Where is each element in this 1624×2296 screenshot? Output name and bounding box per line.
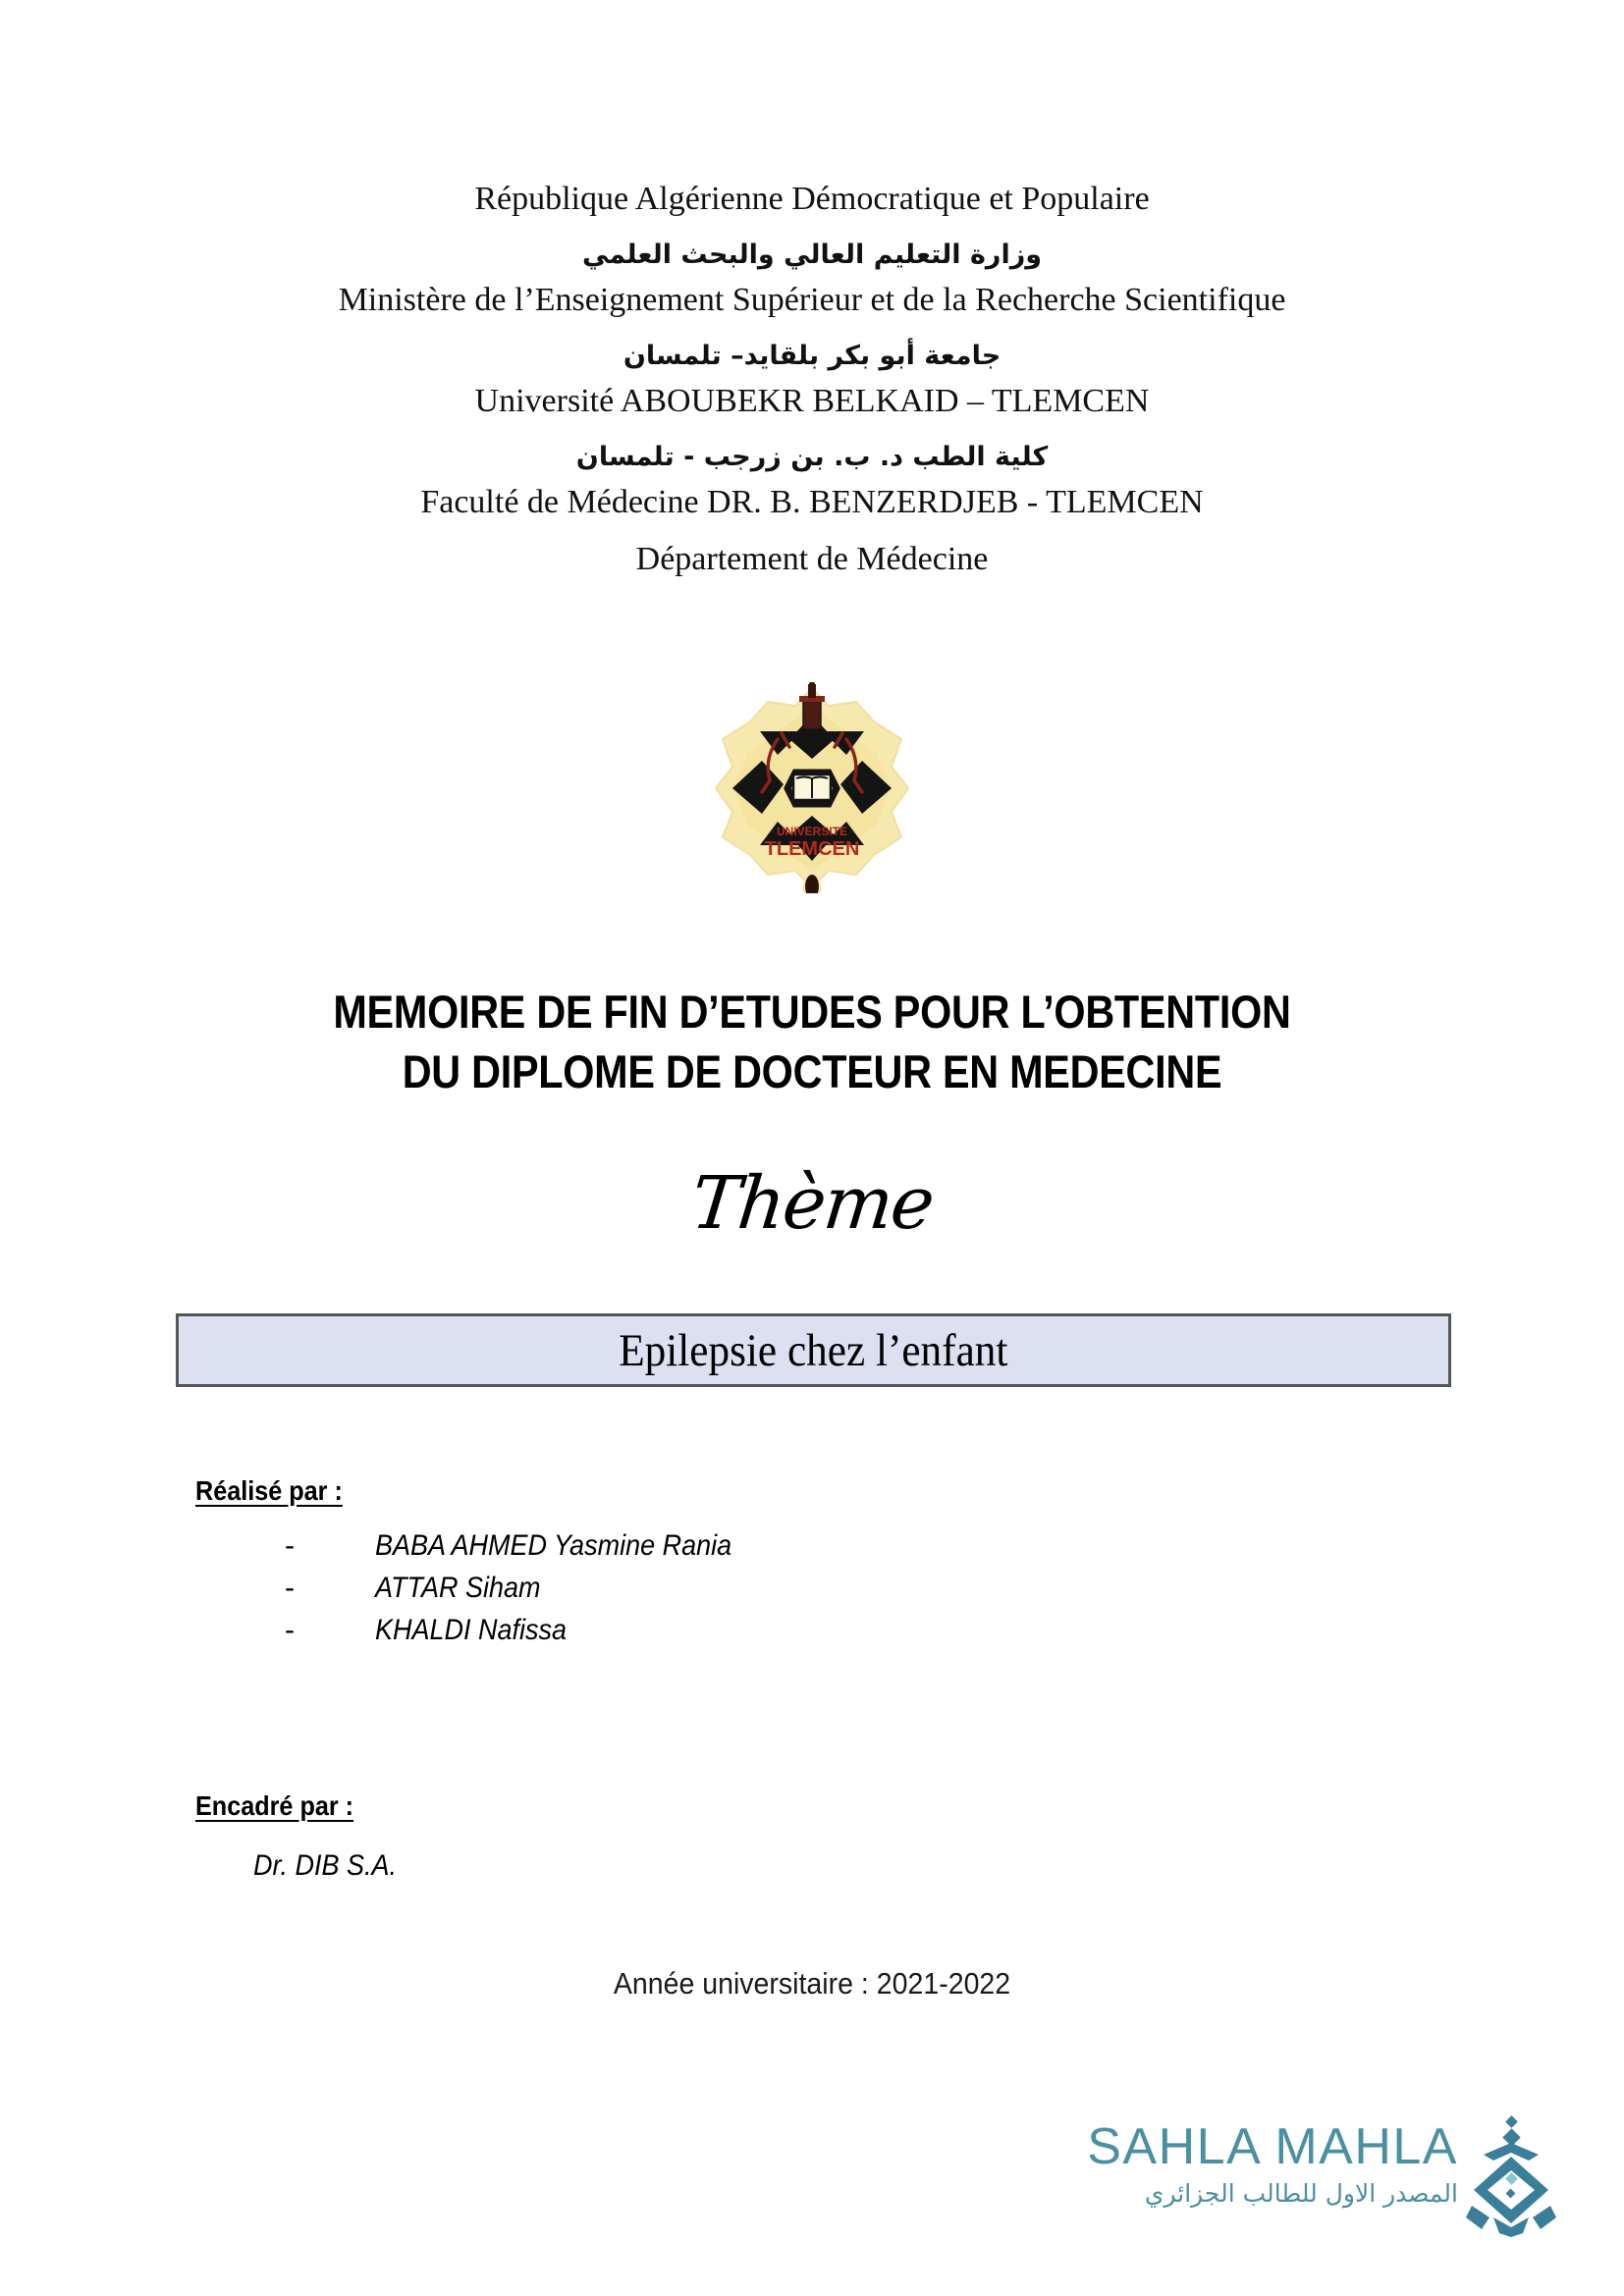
list-bullet: -: [285, 1529, 295, 1562]
author-name: KHALDI Nafissa: [375, 1614, 568, 1646]
sahla-mahla-wordmark: SAHLA MAHLA: [1087, 2118, 1458, 2175]
ministry-line-arabic: وزارة التعليم العالي والبحث العلمي: [581, 240, 1043, 270]
list-item: [285, 1572, 1168, 1614]
author-name: BABA AHMED Yasmine Rania: [375, 1529, 732, 1562]
ministry-line-french: Ministère de l’Enseignement Supérieur et de la Recherche Scientifique: [338, 282, 1286, 318]
university-logo: [709, 682, 915, 893]
author-name: ATTAR Siham: [375, 1572, 541, 1604]
list-item: [285, 1529, 1168, 1572]
page-title-line-2: DU DIPLOME DE DOCTEUR EN MEDECINE: [402, 1045, 1222, 1098]
list-item: [285, 1614, 1168, 1656]
page-title: [97, 982, 1527, 1101]
universite-tlemcen-emblem-icon: [709, 682, 915, 893]
republic-line: République Algérienne Démocratique et Populaire: [474, 181, 1150, 217]
page-title-line-1: MEMOIRE DE FIN D’ETUDES POUR L’OBTENTION: [333, 986, 1291, 1038]
supervisor-section-label: Encadré par :: [195, 1790, 354, 1821]
list-bullet: -: [285, 1614, 295, 1646]
theme-title-box: [176, 1313, 1451, 1387]
authors-section-label: Réalisé par :: [195, 1475, 343, 1506]
sahla-mahla-geometric-mark-icon: [1464, 2115, 1558, 2238]
theme-title-text: Epilepsie chez l’enfant: [619, 1324, 1008, 1376]
list-bullet: -: [285, 1572, 295, 1604]
logo-caption-bottom: TLEMCEN: [764, 838, 860, 860]
logo-caption-top: UNIVERSITE: [776, 825, 848, 838]
sahla-mahla-tagline: المصدر الاول للطالب الجزائري: [1144, 2179, 1458, 2208]
academic-year: Année universitaire : 2021-2022: [613, 1966, 1011, 2001]
university-line-french: Université ABOUBEKR BELKAID – TLEMCEN: [474, 383, 1150, 419]
faculty-line-arabic: كلية الطب د. ب. بن زرجب - تلمسان: [575, 442, 1049, 472]
faculty-line-french: Faculté de Médecine DR. B. BENZERDJEB - TLEMCEN: [420, 484, 1204, 520]
theme-script-heading: Thème: [687, 1161, 937, 1246]
authors-list: [285, 1529, 1168, 1656]
supervisor-name: Dr. DIB S.A.: [253, 1849, 398, 1882]
university-line-arabic: جامعة أبو بكر بلقايد– تلمسان: [623, 341, 1001, 371]
institutional-header: [0, 183, 1624, 576]
sahla-mahla-logo: [1065, 2115, 1566, 2253]
department-line: Département de Médecine: [635, 541, 989, 577]
